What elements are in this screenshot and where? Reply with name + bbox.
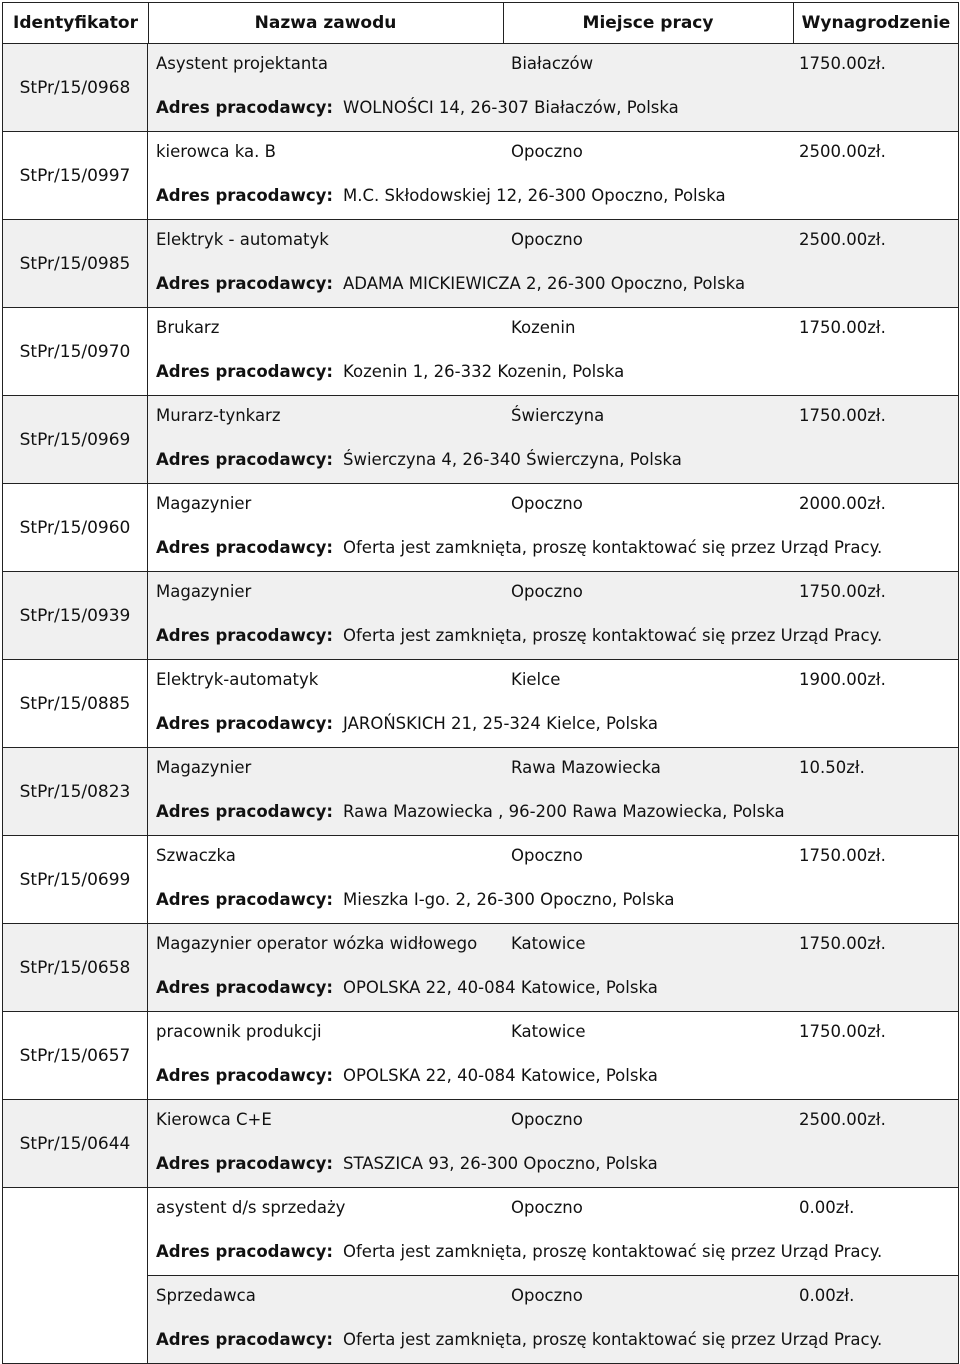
job-location: Opoczno	[511, 846, 583, 865]
job-location: Białaczów	[511, 54, 594, 73]
employer-address-label: Adres pracodawcy:	[156, 98, 333, 117]
job-salary: 1750.00zł.	[799, 582, 886, 601]
offer-details	[148, 748, 959, 836]
employer-address-label: Adres pracodawcy:	[156, 802, 333, 821]
offer-id: StPr/15/0970	[3, 308, 148, 396]
table-row	[3, 44, 959, 132]
table-row	[3, 1188, 959, 1276]
employer-address: OPOLSKA 22, 40-084 Katowice, Polska	[343, 1066, 658, 1085]
header-job: Nazwa zawodu	[254, 13, 397, 33]
job-title: Sprzedawca	[156, 1286, 256, 1305]
table-header-row	[3, 3, 959, 44]
offer-id	[3, 1188, 148, 1364]
offer-details	[148, 660, 959, 748]
job-location: Opoczno	[511, 230, 583, 249]
job-location: Opoczno	[511, 1198, 583, 1217]
job-location: Opoczno	[511, 142, 583, 161]
employer-address-label: Adres pracodawcy:	[156, 274, 333, 293]
table-row	[3, 836, 959, 924]
header-salary: Wynagrodzenie	[801, 13, 951, 33]
job-salary: 2500.00zł.	[799, 142, 886, 161]
offer-id: StPr/15/0657	[3, 1012, 148, 1100]
header-cell	[3, 3, 959, 44]
job-salary: 1750.00zł.	[799, 1022, 886, 1041]
header-id: Identyfikator	[13, 13, 138, 33]
header-place: Miejsce pracy	[582, 13, 714, 33]
offer-id: StPr/15/0969	[3, 396, 148, 484]
job-location: Opoczno	[511, 1110, 583, 1129]
employer-address: M.C. Skłodowskiej 12, 26-300 Opoczno, Polska	[343, 186, 726, 205]
employer-address-label: Adres pracodawcy:	[156, 890, 333, 909]
job-title: Elektryk-automatyk	[156, 670, 319, 689]
job-salary: 1750.00zł.	[799, 54, 886, 73]
employer-address-label: Adres pracodawcy:	[156, 186, 333, 205]
offer-details	[148, 1012, 959, 1100]
table-row	[3, 572, 959, 660]
offer-id: StPr/15/0968	[3, 44, 148, 132]
offer-details	[148, 44, 959, 132]
employer-address: WOLNOŚCI 14, 26-307 Białaczów, Polska	[343, 98, 679, 117]
table-row	[3, 660, 959, 748]
job-salary: 1750.00zł.	[799, 318, 886, 337]
employer-address-label: Adres pracodawcy:	[156, 538, 333, 557]
job-location: Kielce	[511, 670, 561, 689]
table-row	[3, 1100, 959, 1188]
job-location: Rawa Mazowiecka	[511, 758, 661, 777]
table-row	[3, 1012, 959, 1100]
employer-address: Świerczyna 4, 26-340 Świerczyna, Polska	[343, 450, 682, 469]
table-row	[3, 132, 959, 220]
job-title: Szwaczka	[156, 846, 236, 865]
employer-address-label: Adres pracodawcy:	[156, 450, 333, 469]
employer-address: Oferta jest zamknięta, proszę kontaktować się przez Urząd Pracy.	[343, 626, 883, 645]
table-row	[3, 396, 959, 484]
job-offers-page	[2, 2, 958, 1364]
employer-address: Oferta jest zamknięta, proszę kontaktować się przez Urząd Pracy.	[343, 1242, 883, 1261]
offer-details	[148, 1188, 959, 1276]
offer-id: StPr/15/0658	[3, 924, 148, 1012]
employer-address-label: Adres pracodawcy:	[156, 714, 333, 733]
employer-address-label: Adres pracodawcy:	[156, 978, 333, 997]
offer-details	[148, 924, 959, 1012]
offer-details	[148, 572, 959, 660]
job-title: Kierowca C+E	[156, 1110, 272, 1129]
offer-id: StPr/15/0644	[3, 1100, 148, 1188]
job-salary: 2500.00zł.	[799, 1110, 886, 1129]
offer-id: StPr/15/0997	[3, 132, 148, 220]
offer-details	[148, 132, 959, 220]
employer-address: STASZICA 93, 26-300 Opoczno, Polska	[343, 1154, 658, 1173]
table-row	[3, 924, 959, 1012]
job-title: Asystent projektanta	[156, 54, 328, 73]
job-location: Kozenin	[511, 318, 576, 337]
offer-id: StPr/15/0939	[3, 572, 148, 660]
job-location: Opoczno	[511, 582, 583, 601]
job-salary: 1750.00zł.	[799, 846, 886, 865]
job-title: Elektryk - automatyk	[156, 230, 329, 249]
job-location: Katowice	[511, 1022, 586, 1041]
offer-details	[148, 484, 959, 572]
job-salary: 1750.00zł.	[799, 406, 886, 425]
job-salary: 0.00zł.	[799, 1286, 855, 1305]
job-offers-table	[2, 2, 959, 1364]
job-title: kierowca ka. B	[156, 142, 276, 161]
offer-id: StPr/15/0960	[3, 484, 148, 572]
table-row	[3, 220, 959, 308]
employer-address-label: Adres pracodawcy:	[156, 1242, 333, 1261]
job-title: Magazynier	[156, 582, 252, 601]
job-title: Brukarz	[156, 318, 220, 337]
employer-address: ADAMA MICKIEWICZA 2, 26-300 Opoczno, Polska	[343, 274, 746, 293]
job-salary: 1900.00zł.	[799, 670, 886, 689]
employer-address-label: Adres pracodawcy:	[156, 1330, 333, 1349]
offer-details	[148, 308, 959, 396]
employer-address: Mieszka I-go. 2, 26-300 Opoczno, Polska	[343, 890, 675, 909]
job-location: Katowice	[511, 934, 586, 953]
table-row	[3, 484, 959, 572]
job-title: Magazynier	[156, 494, 252, 513]
offer-details	[148, 1100, 959, 1188]
employer-address-label: Adres pracodawcy:	[156, 1154, 333, 1173]
job-title: Murarz-tynkarz	[156, 406, 281, 425]
job-title: asystent d/s sprzedaży	[156, 1198, 346, 1217]
job-salary: 0.00zł.	[799, 1198, 855, 1217]
job-salary: 2500.00zł.	[799, 230, 886, 249]
employer-address-label: Adres pracodawcy:	[156, 1066, 333, 1085]
employer-address: Oferta jest zamknięta, proszę kontaktować się przez Urząd Pracy.	[343, 1330, 883, 1349]
job-title: Magazynier operator wózka widłowego	[156, 934, 478, 953]
job-title: pracownik produkcji	[156, 1022, 322, 1041]
offer-details	[148, 1276, 959, 1364]
employer-address: Rawa Mazowiecka , 96-200 Rawa Mazowiecka, Polska	[343, 802, 785, 821]
job-salary: 1750.00zł.	[799, 934, 886, 953]
offer-details	[148, 220, 959, 308]
employer-address: Kozenin 1, 26-332 Kozenin, Polska	[343, 362, 625, 381]
job-salary: 10.50zł.	[799, 758, 865, 777]
table-row	[3, 308, 959, 396]
job-title: Magazynier	[156, 758, 252, 777]
employer-address: OPOLSKA 22, 40-084 Katowice, Polska	[343, 978, 658, 997]
table-row	[3, 748, 959, 836]
employer-address: JAROŃSKICH 21, 25-324 Kielce, Polska	[343, 714, 659, 733]
job-location: Świerczyna	[511, 406, 605, 425]
offer-details	[148, 836, 959, 924]
employer-address-label: Adres pracodawcy:	[156, 626, 333, 645]
job-location: Opoczno	[511, 494, 583, 513]
job-location: Opoczno	[511, 1286, 583, 1305]
employer-address: Oferta jest zamknięta, proszę kontaktować się przez Urząd Pracy.	[343, 538, 883, 557]
job-salary: 2000.00zł.	[799, 494, 886, 513]
offer-id: StPr/15/0985	[3, 220, 148, 308]
employer-address-label: Adres pracodawcy:	[156, 362, 333, 381]
offer-id: StPr/15/0885	[3, 660, 148, 748]
offer-details	[148, 396, 959, 484]
offer-id: StPr/15/0699	[3, 836, 148, 924]
offer-id: StPr/15/0823	[3, 748, 148, 836]
